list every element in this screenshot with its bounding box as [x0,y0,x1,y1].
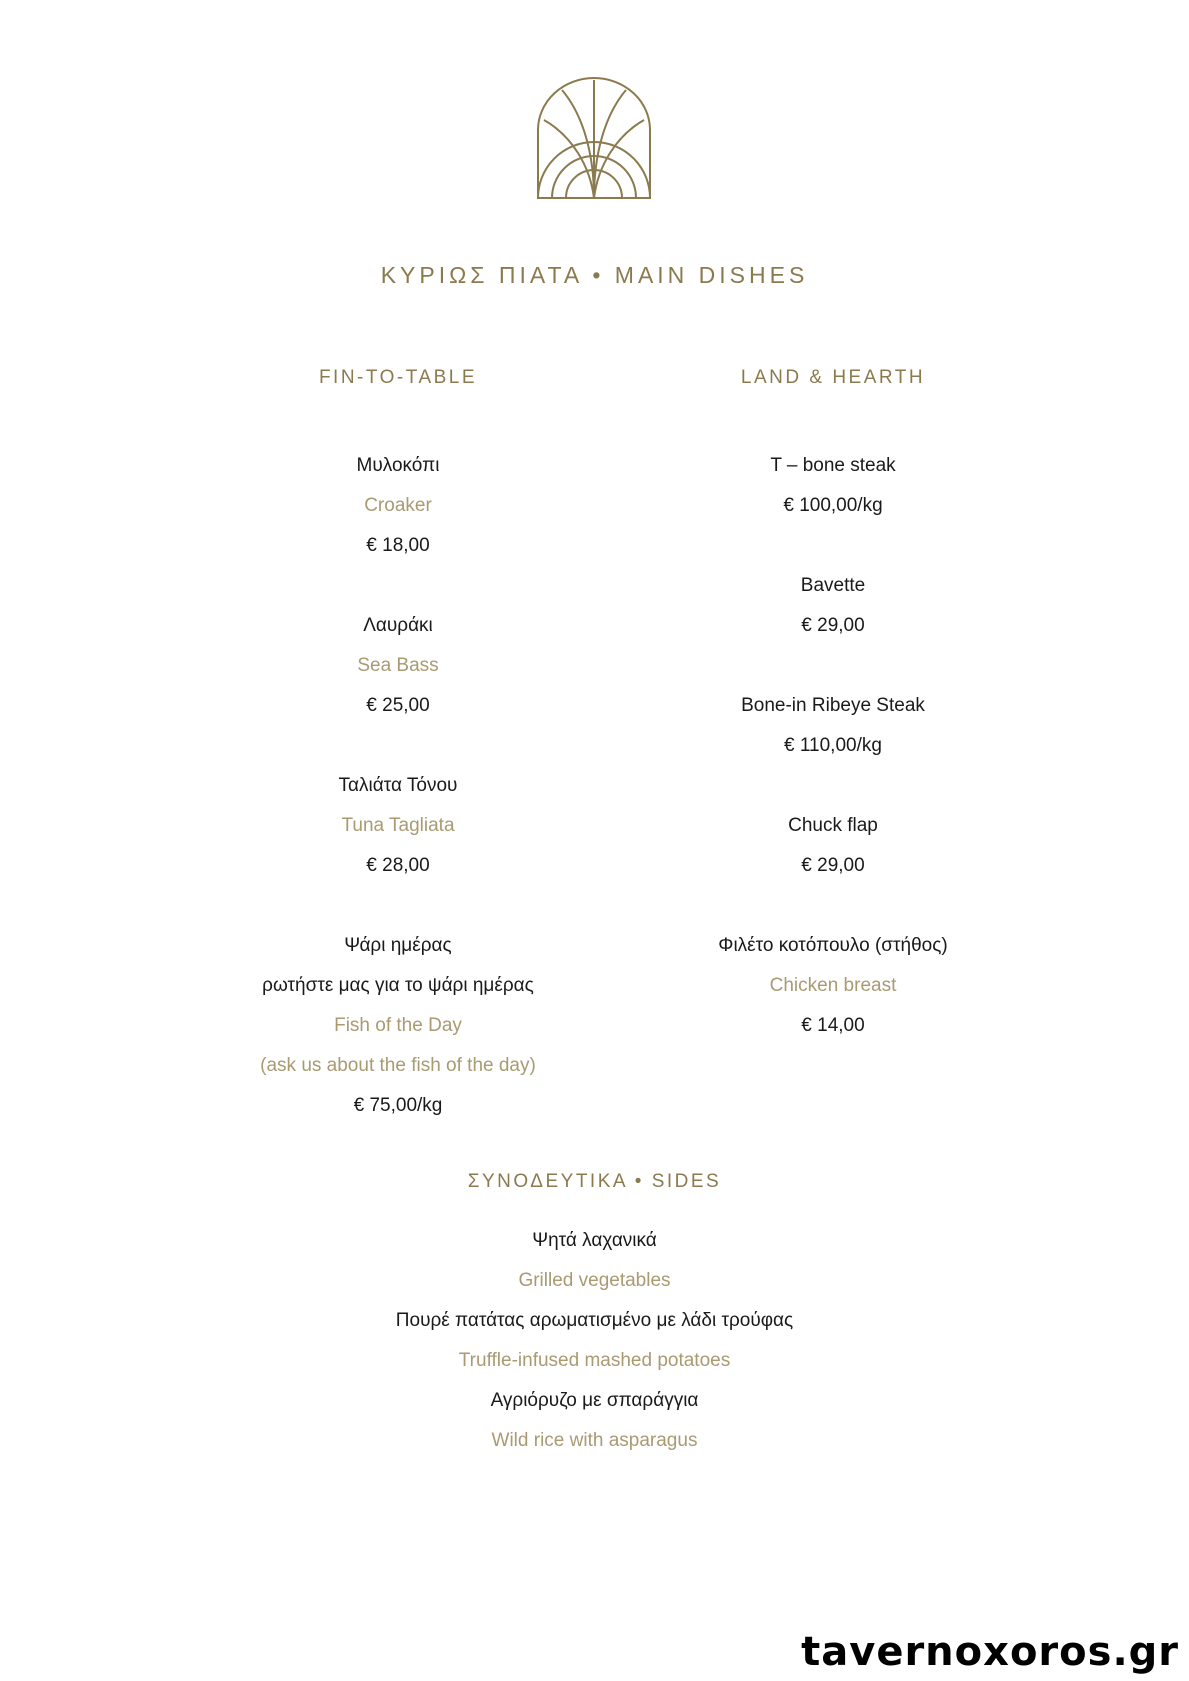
side-line: Ψητά λαχανικά [532,1230,657,1251]
land-hearth-title: LAND & HEARTH [740,367,926,388]
menu-item [633,566,1033,646]
menu-item-line: Bone-in Ribeye Steak [741,695,925,716]
main-dishes-title: ΚΥΡΙΩΣ ΠΙΑΤΑ • MAIN DISHES [380,262,809,288]
menu-item-line: Fish of the Day [334,1015,462,1036]
menu-item-line: € 29,00 [801,855,865,876]
fin-to-table-title: FIN-TO-TABLE [318,367,478,388]
menu-item-line: Croaker [364,495,432,516]
land-hearth-list [633,446,1033,1046]
menu-item-line: Ταλιάτα Τόνου [338,775,458,796]
menu-item [633,686,1033,766]
item-spacer [198,726,598,766]
menu-item-line: € 14,00 [801,1015,865,1036]
menu-item-line: Μυλοκόπι [356,455,440,476]
item-spacer [198,886,598,926]
side-line: Πουρέ πατάτας αρωματισμένο με λάδι τρούφας [395,1310,794,1331]
menu-item-line: Λαυράκι [363,615,433,636]
side-line: Grilled vegetables [518,1270,671,1291]
menu-item-line: Sea Bass [357,655,439,676]
menu-item-line: (ask us about the fish of the day) [260,1055,536,1076]
menu-item-line: Ψάρι ημέρας [344,935,452,956]
item-spacer [198,566,598,606]
menu-item-line: Tuna Tagliata [341,815,455,836]
menu-item [198,446,598,566]
sides-list [0,1221,1189,1461]
menu-item [198,606,598,726]
menu-item [633,926,1033,1046]
menu-item [198,766,598,886]
side-line: Truffle-infused mashed potatoes [458,1350,731,1371]
menu-item-line: Φιλέτο κοτόπουλο (στήθος) [718,935,948,956]
item-spacer [633,646,1033,686]
menu-item-line: € 110,00/kg [784,735,882,756]
menu-item-line: € 29,00 [801,615,865,636]
fin-to-table-list [198,446,598,1126]
menu-item [633,446,1033,526]
watermark: tavernoxoros.gr [801,1629,1179,1675]
menu-item [633,806,1033,886]
arch-fan-logo-icon [532,76,656,200]
menu-item-line: ρωτήστε μας για το ψάρι ημέρας [262,975,534,996]
item-spacer [633,886,1033,926]
menu-item-line: Bavette [800,575,866,596]
side-line: Wild rice with asparagus [491,1430,698,1451]
menu-item [198,926,598,1126]
menu-item-line: € 28,00 [366,855,430,876]
menu-item-line: € 75,00/kg [353,1095,443,1116]
menu-item-line: Chuck flap [788,815,878,836]
item-spacer [633,766,1033,806]
menu-item-line: € 25,00 [366,695,430,716]
menu-item-line: Chicken breast [769,975,897,996]
menu-item-line: € 18,00 [366,535,430,556]
menu-item-line: € 100,00/kg [783,495,883,516]
sides-title: ΣΥΝΟΔΕΥΤΙΚΑ • SIDES [467,1171,722,1192]
item-spacer [633,526,1033,566]
menu-item-line: T – bone steak [770,455,896,476]
side-line: Αγριόρυζο με σπαράγγια [490,1390,699,1411]
